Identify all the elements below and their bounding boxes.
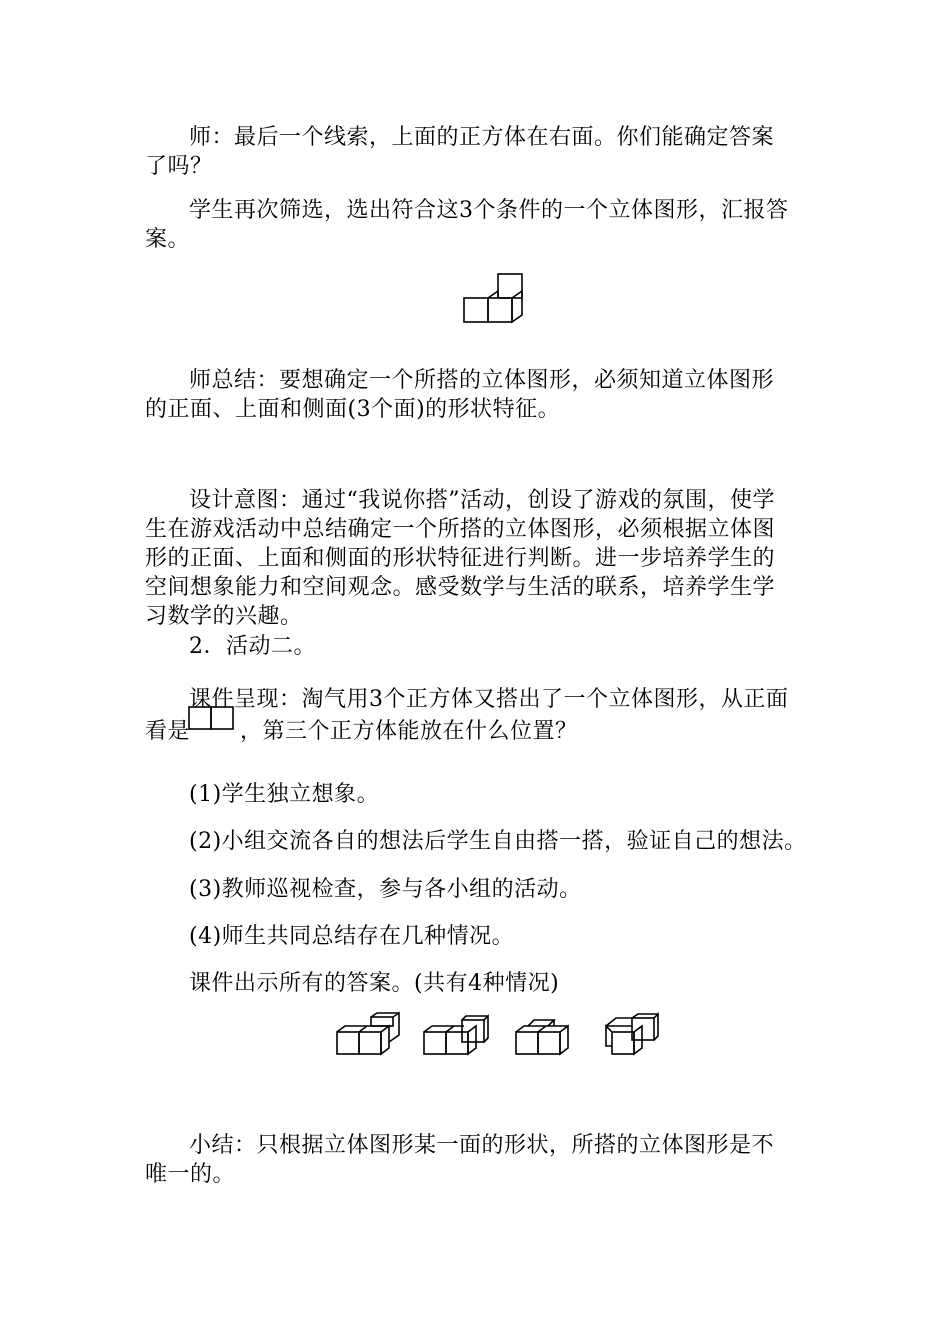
- paragraph-teacher-summary: 师总结：要想确定一个所搭的立体图形，必须知道立体图形的正面、上面和侧面(3个面)的形状特征。: [145, 368, 775, 422]
- solid-option-3: [512, 1012, 584, 1062]
- paragraph-teacher-clue: 师：最后一个线索，上面的正方体在右面。你们能确定答案了吗？: [145, 125, 775, 179]
- solid-option-2: [420, 1012, 492, 1062]
- step-2: (2)小组交流各自的想法后学生自由搭一搭，验证自己的想法。: [189, 829, 807, 854]
- solid-option-1: [333, 1012, 405, 1062]
- courseware-answers: 课件出示所有的答案。(共有4种情况): [189, 971, 560, 996]
- step-4: (4)师生共同总结存在几种情况。: [189, 924, 515, 949]
- courseware-line-1: 课件呈现：淘气用3个正方体又搭出了一个立体图形，从正面: [189, 687, 789, 712]
- heading-activity-two: 2．活动二。: [189, 634, 316, 659]
- step-1: (1)学生独立想象。: [189, 782, 380, 807]
- solid-figure-answer: [460, 268, 530, 328]
- courseware-line-2-start: 看是: [145, 719, 191, 744]
- paragraph-conclusion: 小结：只根据立体图形某一面的形状，所搭的立体图形是不唯一的。: [145, 1133, 775, 1187]
- paragraph-student-answer: 学生再次筛选，选出符合这3个条件的一个立体图形，汇报答案。: [145, 198, 789, 252]
- solid-option-4: [598, 1012, 670, 1062]
- paragraph-design-intent: 设计意图：通过“我说你搭”活动，创设了游戏的氛围，使学生在游戏活动中总结确定一个所搭的立体图形，必须根据立体图形的正面、上面和侧面的形状特征进行判断。进一步培养学生的空间想象能力和空间观念。感受数学与生活的联系，培养学生学习数学的兴趣。: [145, 488, 776, 629]
- courseware-line-2-end: ，第三个正方体能放在什么位置？: [240, 719, 578, 744]
- front-view-two-squares: [188, 706, 238, 732]
- step-3: (3)教师巡视检查，参与各小组的活动。: [189, 877, 582, 902]
